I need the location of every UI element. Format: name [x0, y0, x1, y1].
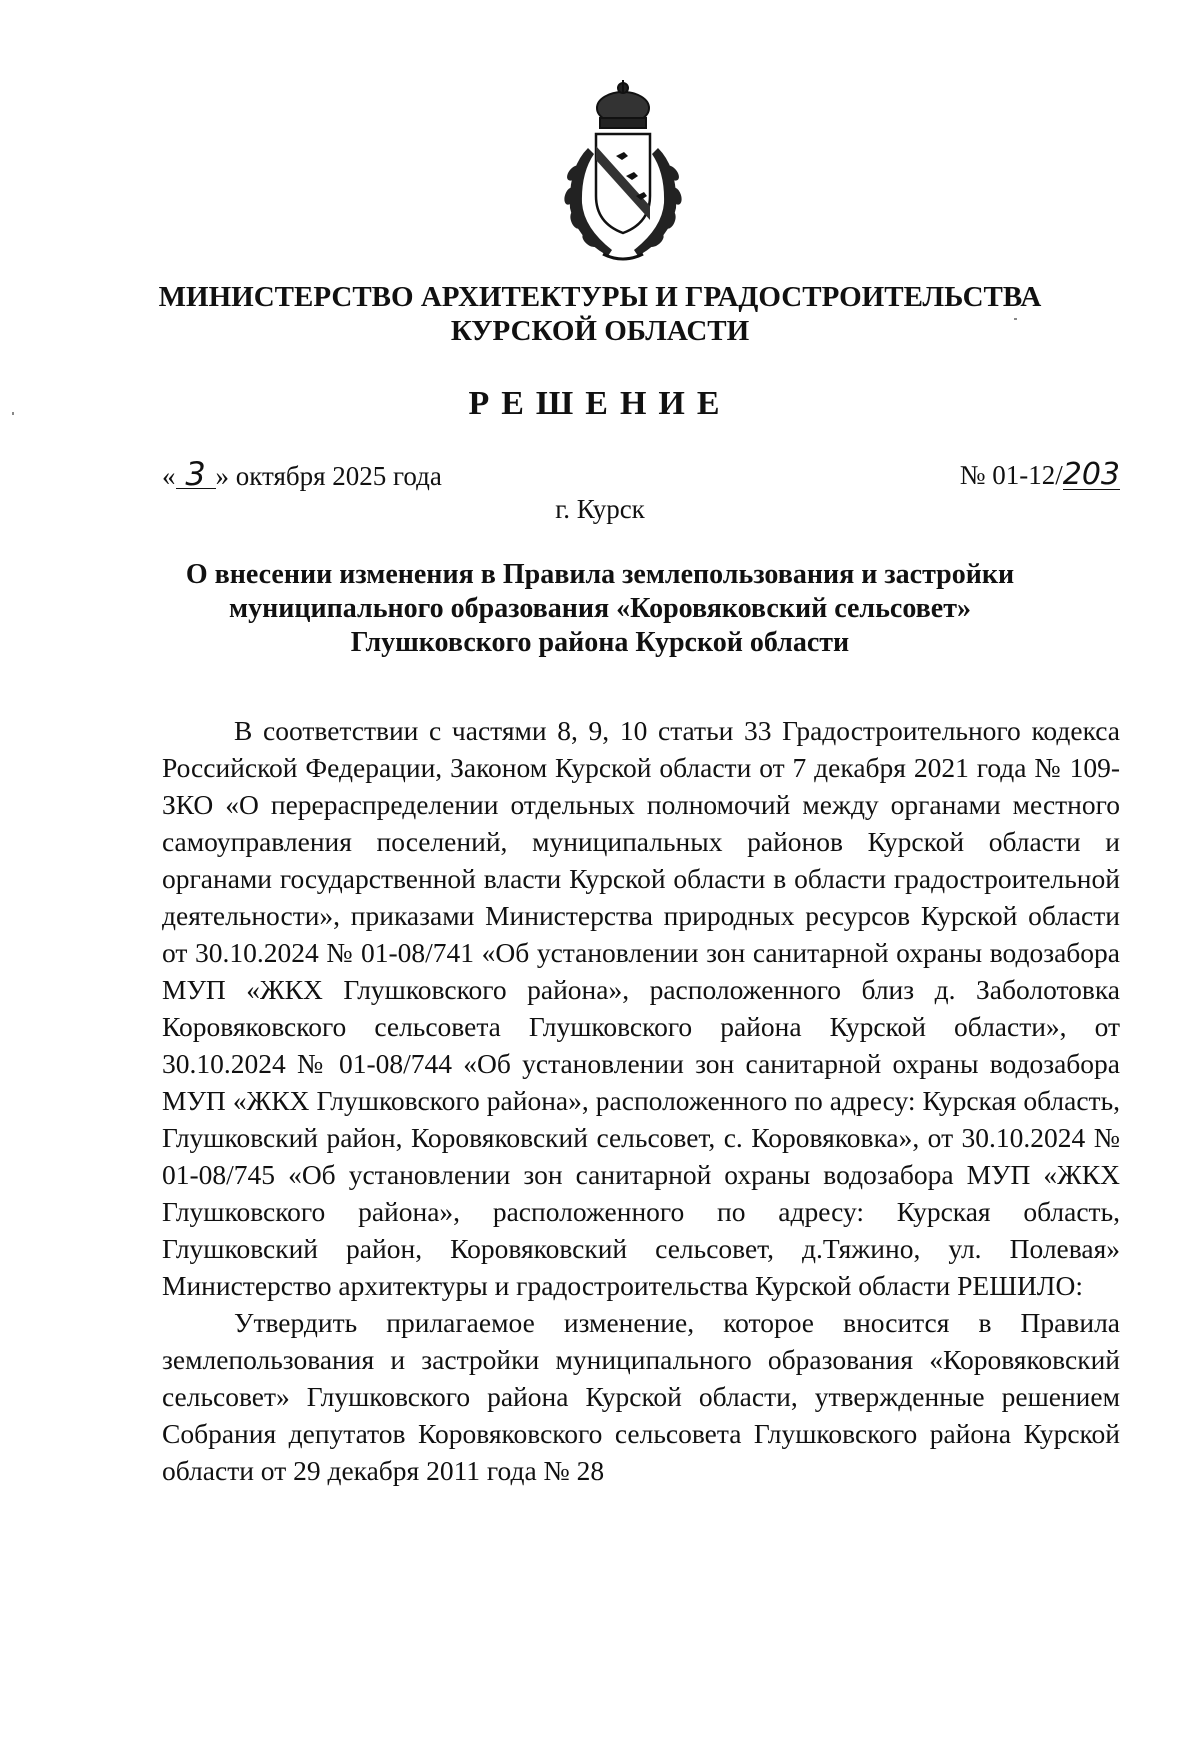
ministry-line-2: КУРСКОЙ ОБЛАСТИ: [450, 315, 750, 347]
subject-line-3: Глушковского района Курской области: [350, 627, 850, 658]
document-subject: [100, 558, 1100, 660]
body-paragraph-1: В соответствии с частями 8, 9, 10 статьи 33 Градостроительного кодекса Российской Федерации, Законом Курской области от 7 декабря 2021 года № 109-ЗКО «О перераспределении отдельных полномочий между органами местного самоуправления поселений, муниципальных районов Курской области и органами государственной власти Курской области в области градостроительной деятельности», приказами Министерства природных ресурсов Курской области от 30.10.2024 № 01-08/741 «Об установлении зон санитарной охраны водозабора МУП «ЖКХ Глушковского района», расположенного близ д. Заболотовка Коровяковского сельсовета Глушковского района Курской области», от 30.10.2024 № 01-08/744 «Об установлении зон санитарной охраны водозабора МУП «ЖКХ Глушковского района», расположенного по адресу: Курская область, Глушковский район, Коровяковский сельсовет, с. Коровяковка», от 30.10.2024 № 01-08/745 «Об установлении зон санитарной охраны водозабора МУП «ЖКХ Глушковского района», расположенного по адресу: Курская область, Глушковский район, Коровяковский сельсовет, д.Тяжино, ул. Полевая» Министерство архитектуры и градостроительства Курской области РЕШИЛО:: [162, 715, 1120, 1301]
date-open-quote: «: [162, 461, 176, 491]
subject-line-1: О внесении изменения в Правила землепользования и застройки: [185, 559, 1015, 590]
ministry-line-1: МИНИСТЕРСТВО АРХИТЕКТУРЫ И ГРАДОСТРОИТЕЛЬСТВА: [158, 281, 1042, 313]
date-day-handwritten: 3: [176, 460, 216, 489]
scan-speck: [1014, 318, 1017, 320]
document-city: г. Курск: [555, 494, 645, 524]
document-body: [162, 712, 1120, 1489]
subject-line-2: муниципального образования «Коровяковский сельсовет»: [229, 593, 971, 624]
ministry-name: [100, 280, 1100, 348]
date-rest: » октября 2025 года: [215, 461, 442, 491]
number-prefix: № 01-12/: [959, 460, 1063, 490]
number-handwritten: 203: [1062, 457, 1120, 492]
kursk-coat-of-arms-icon: [548, 78, 698, 268]
scan-speck: [12, 412, 14, 415]
document-date: [162, 455, 442, 493]
document-type-title: РЕШЕНИЕ: [468, 385, 732, 422]
document-number: [959, 457, 1120, 492]
body-paragraph-2: Утвердить прилагаемое изменение, которое вносится в Правила землепользования и застройки муниципального образования «Коровяковский сельсовет» Глушковского района Курской области, утвержденные решением Собрания депутатов Коровяковского сельсовета Глушковского района Курской области от 29 декабря 2011 года № 28: [162, 1307, 1120, 1486]
